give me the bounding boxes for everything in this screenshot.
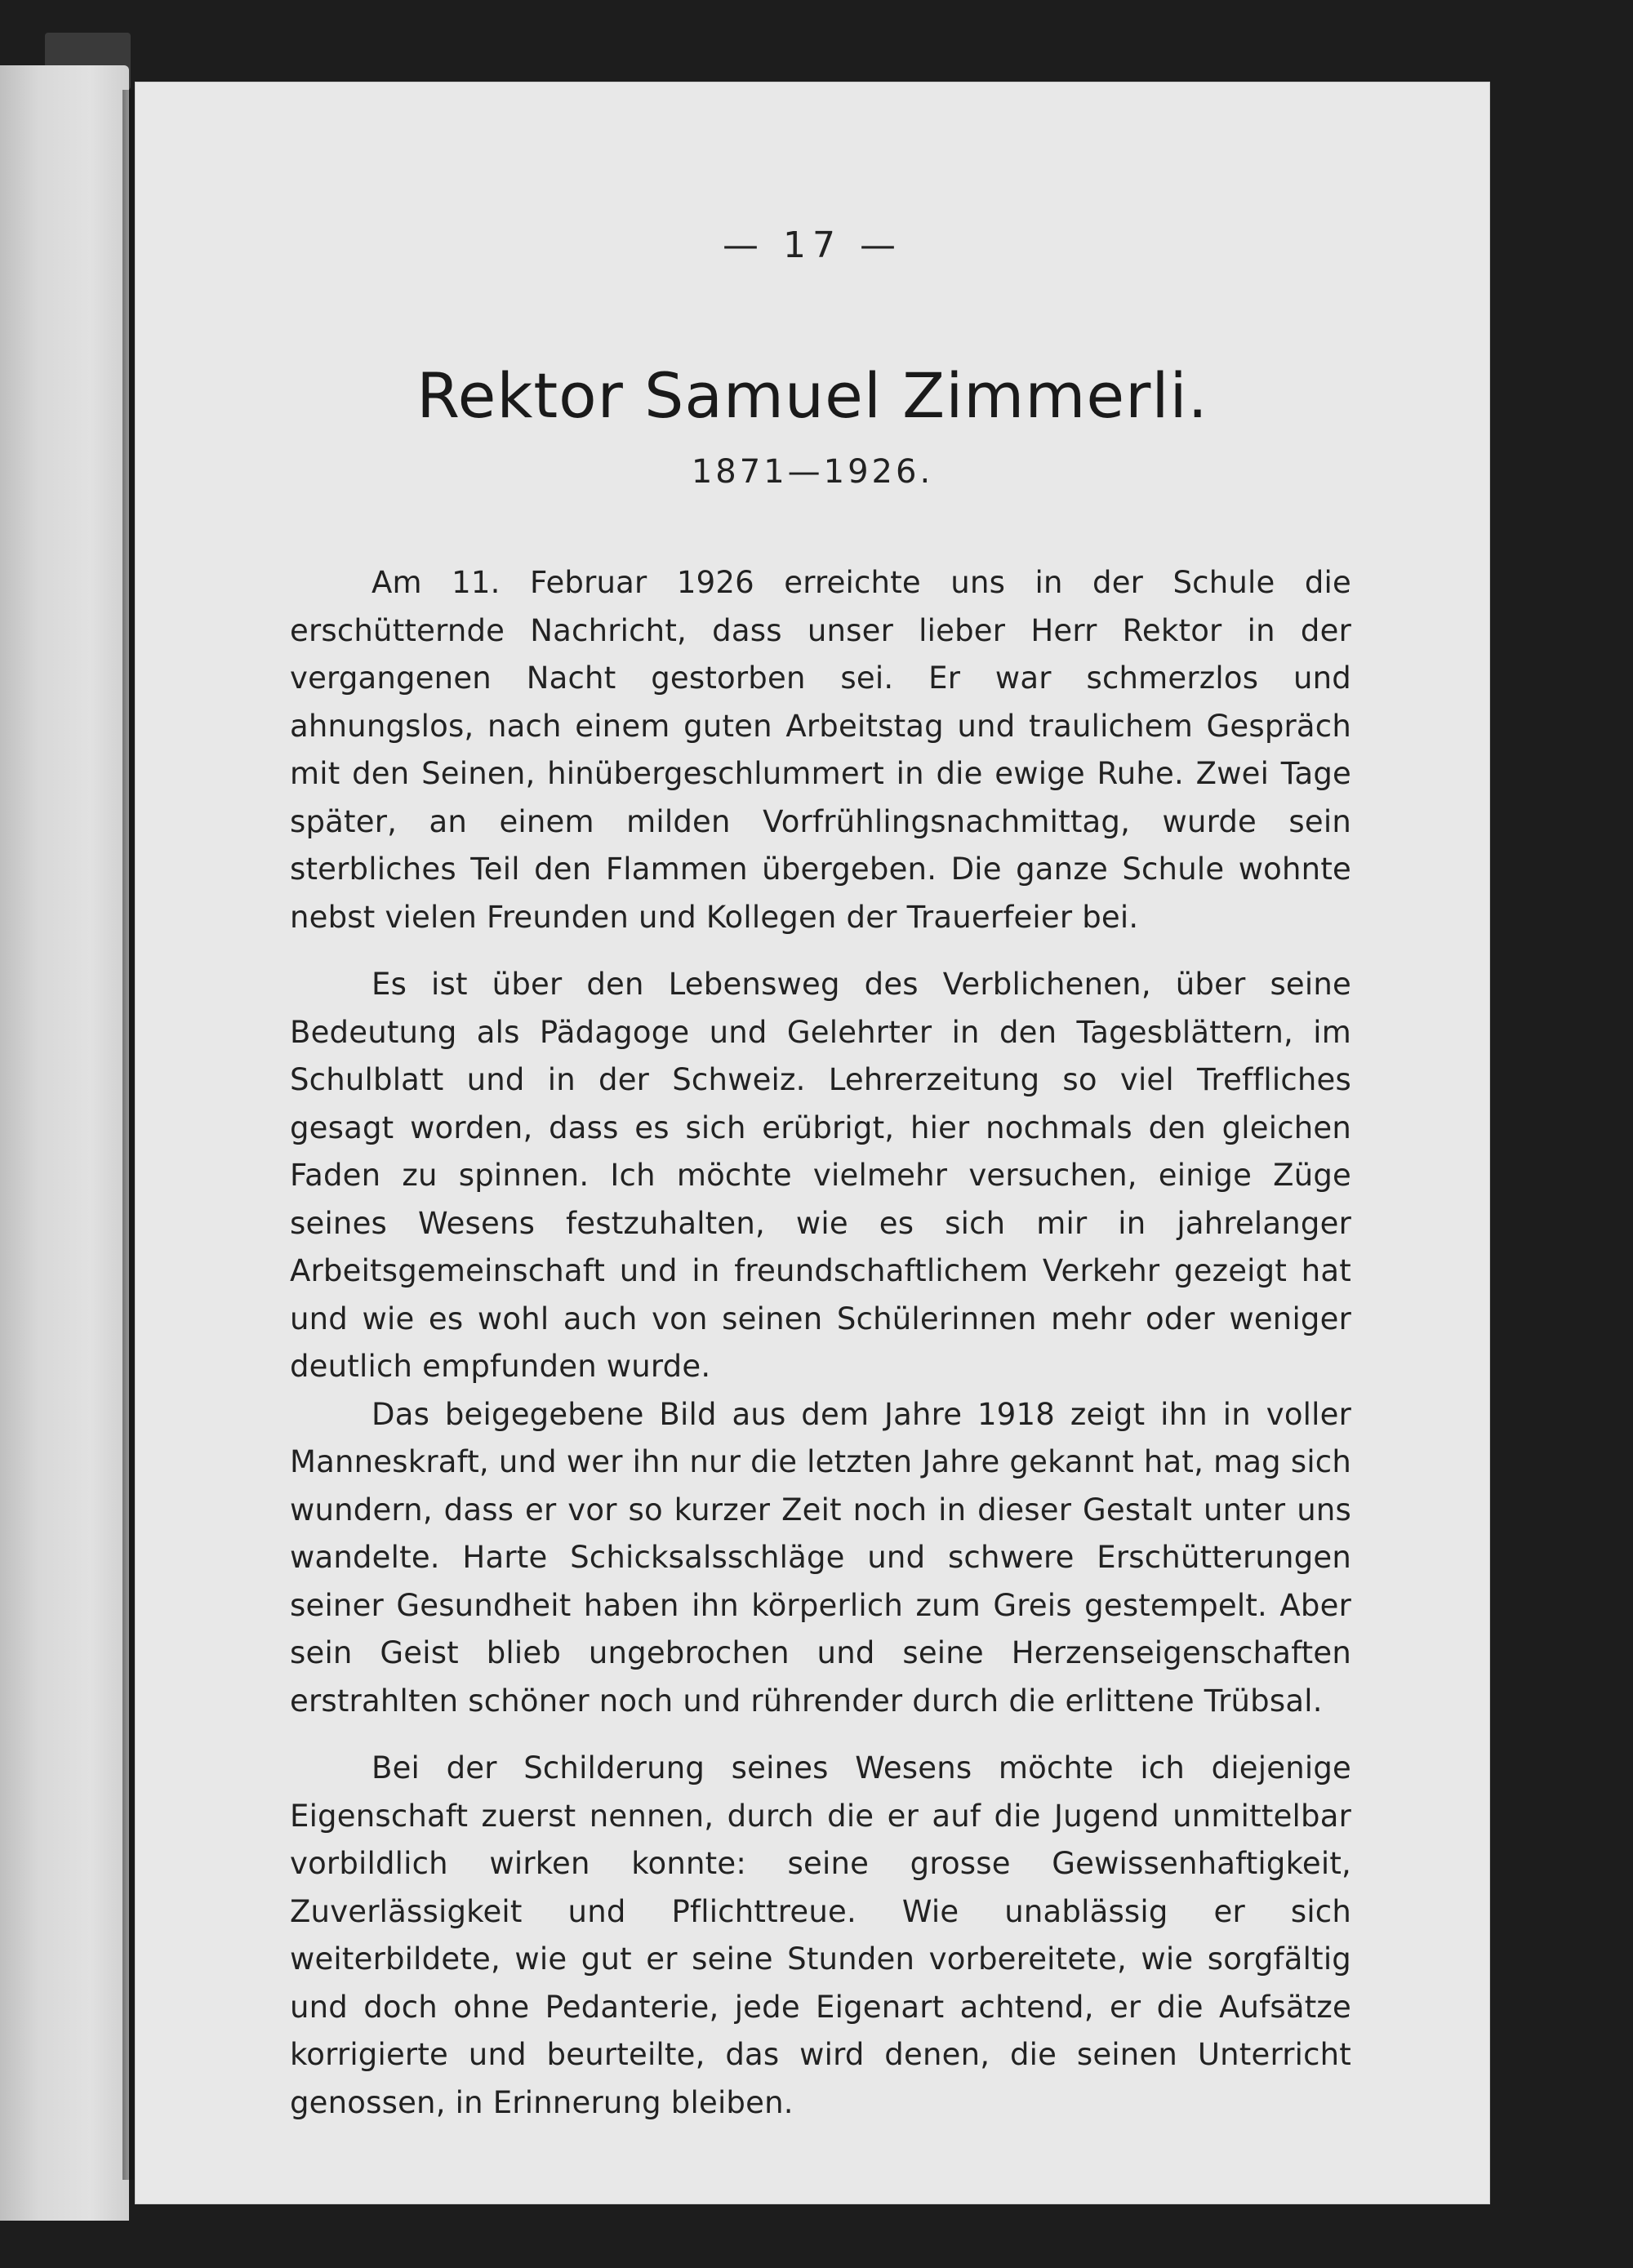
article-title: Rektor Samuel Zimmerli.	[416, 359, 1208, 432]
book-page	[135, 82, 1490, 2204]
paragraph-3: Das beigegebene Bild aus dem Jahre 1918 zeigt ihn in voller Manneskraft, und wer ihn nur die letzten Jahre gekannt hat, mag sich wundern, dass er vor so kurzer Zeit noch in dieser Gestalt unter uns wandelte. Harte Schicksalsschläge und schwere Erschütterungen seiner Gesundheit haben ihn körperlich zum Greis gestempelt. Aber sein Geist blieb ungebrochen und seine Herzenseigenschaften erstrahlten schöner noch und rührender durch die erlittene Trübsal.	[290, 1396, 1351, 1719]
paragraph-2: Es ist über den Lebensweg des Verblichenen, über seine Bedeutung als Pädagoge und Gelehrter in den Tagesblättern, im Schulblatt und in der Schweiz. Lehrerzeitung so viel Treffliches gesagt worden, dass es sich erübrigt, hier nochmals den gleichen Faden zu spinnen. Ich möchte vielmehr versuchen, einige Züge seines Wesens festzuhalten, wie es sich mir in jahrelanger Arbeitsgemeinschaft und in freundschaftlichem Verkehr gezeigt hat und wie es wohl auch von seinen Schülerinnen mehr oder weniger deutlich empfunden wurde.	[290, 967, 1351, 1384]
paragraph-4: Bei der Schilderung seines Wesens möchte ich diejenige Eigenschaft zuerst nennen, durch die er auf die Jugend unmittelbar vorbildlich wirken konnte: seine grosse Gewissenhaftigkeit, Zuverlässigkeit und Pflichttreue. Wie unablässig er sich weiterbildete, wie gut er seine Stunden vorbereitete, wie sorgfältig und doch ohne Pedanterie, jede Eigenart achtend, er die Aufsätze korrigierte und beurteilte, das wird denen, die seinen Unterricht genossen, in Erinnerung bleiben.	[290, 1750, 1351, 2120]
life-dates: 1871—1926.	[691, 453, 934, 491]
page-number: — 17 —	[723, 225, 902, 266]
paragraph-1: Am 11. Februar 1926 erreichte uns in der Schule die erschütternde Nachricht, dass unser lieber Herr Rektor in der vergangenen Nacht gestorben sei. Er war schmerzlos und ahnungslos, nach einem guten Arbeitstag und traulichem Gespräch mit den Seinen, hinübergeschlummert in die ewige Ruhe. Zwei Tage später, an einem milden Vorfrühlingsnachmittag, wurde sein sterbliches Teil den Flammen übergeben. Die ganze Schule wohnte nebst vielen Freunden und Kollegen der Trauerfeier bei.	[290, 565, 1351, 935]
facing-page-edge	[0, 65, 129, 2221]
article-body	[290, 559, 1351, 2127]
